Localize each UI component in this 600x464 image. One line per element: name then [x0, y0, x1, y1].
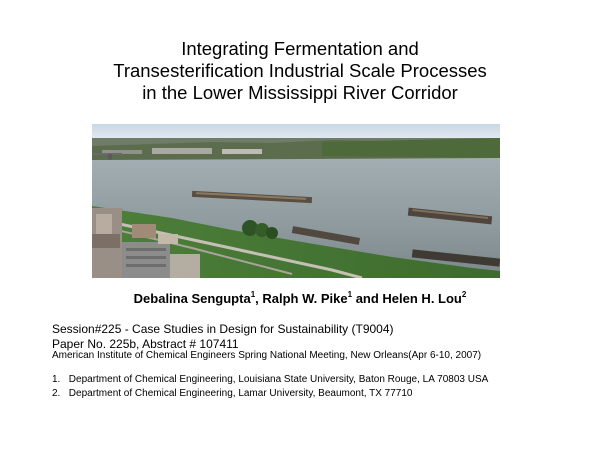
- mississippi-river-photo: [92, 124, 500, 278]
- affiliation-text: Department of Chemical Engineering, Louisiana State University, Baton Rouge, LA 70803 USA: [68, 374, 489, 385]
- title-line-2: Transesterification Industrial Scale Processes: [113, 60, 487, 81]
- meeting-line: American Institute of Chemical Engineers Spring National Meeting, New Orleans(Apr 6-10, 2007): [52, 350, 482, 361]
- author-name: Debalina Sengupta: [133, 291, 251, 306]
- affiliation-item: [52, 388, 412, 399]
- paper-line: Paper No. 225b, Abstract # 107411: [52, 337, 239, 351]
- author-affiliation-marker: 1: [250, 290, 256, 299]
- slide-title: [0, 38, 600, 104]
- author-affiliation-marker: 1: [347, 290, 353, 299]
- affiliation-item: [52, 374, 488, 385]
- affiliation-text: Department of Chemical Engineering, Lamar University, Beaumont, TX 77710: [68, 388, 413, 399]
- author-conjunction: and: [352, 291, 383, 306]
- session-line: Session#225 - Case Studies in Design for Sustainability (T9004): [52, 322, 394, 336]
- affiliation-number: 1.: [52, 374, 61, 385]
- title-line-1: Integrating Fermentation and: [181, 38, 419, 59]
- author-name: Ralph W. Pike: [262, 291, 348, 306]
- title-line-3: in the Lower Mississippi River Corridor: [142, 82, 458, 103]
- author-line: [0, 291, 600, 306]
- river-photo-illustration: [92, 124, 500, 278]
- author-separator: ,: [255, 291, 263, 306]
- author-name: Helen H. Lou: [382, 291, 462, 306]
- affiliation-number: 2.: [52, 388, 61, 399]
- author-affiliation-marker: 2: [461, 290, 467, 299]
- session-info: [52, 322, 394, 352]
